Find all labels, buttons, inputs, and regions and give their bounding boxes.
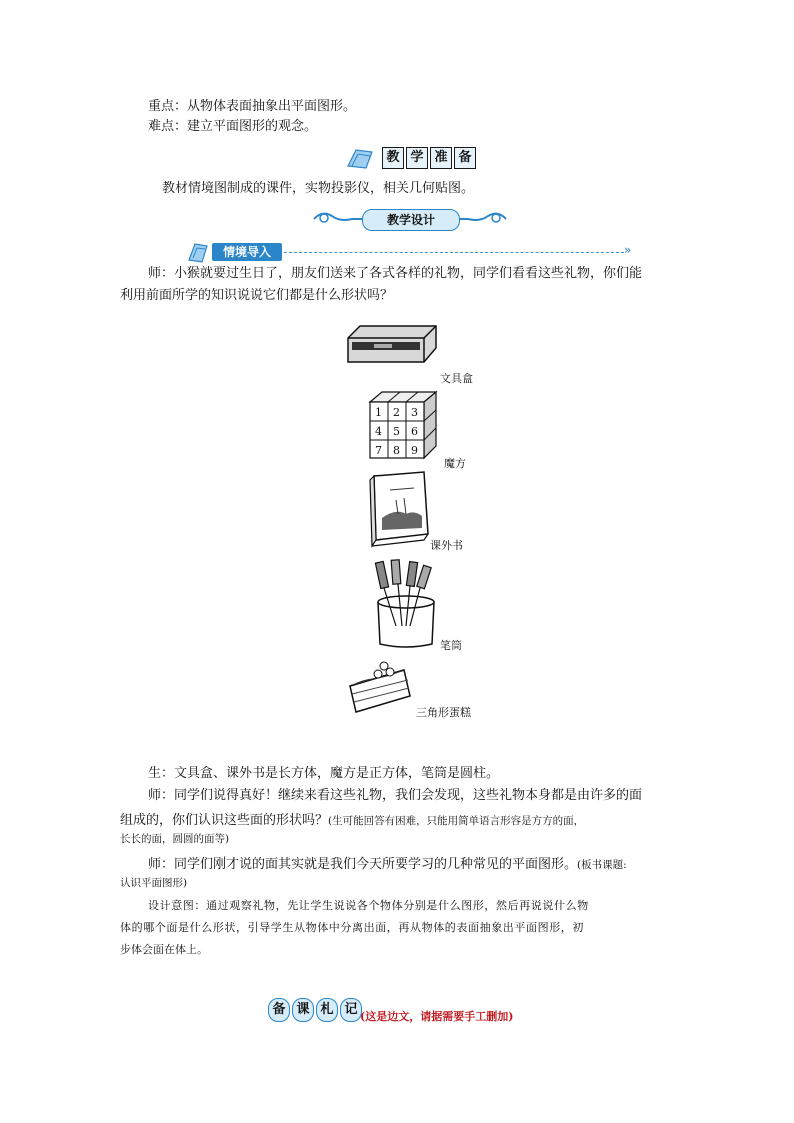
rubik-number: 8 [393,444,400,457]
difficulty-point: 难点：建立平面图形的观念。 [148,119,318,134]
dashed-divider [284,252,624,253]
design-intent-line-1: 设计意图：通过观察礼物，先让学生说说各个物体分别是什么图形，然后再说说什么物 [148,899,589,912]
design-intent-line-3: 步体会面在体上。 [120,943,208,956]
focus-point: 重点：从物体表面抽象出平面图形。 [148,99,357,114]
pencil-box-image [344,322,440,368]
book-pages-icon [346,146,376,170]
teacher-line-2b [120,809,584,830]
pencil-box-caption: 文具盒 [440,372,473,385]
pen-holder-caption: 笔筒 [440,639,462,652]
rubik-number: 2 [393,406,400,419]
teacher-line-2: 师：同学们说得真好！继续来看这些礼物，我们会发现，这些礼物本身都是由许多的面 [148,788,643,803]
rubik-number: 3 [411,406,418,419]
teaching-prep-banner [346,145,476,171]
lesson-notes-banner [268,998,362,1022]
pages-icon [186,240,210,264]
rubik-number: 1 [375,406,382,419]
rubik-cube-image [364,390,440,462]
double-arrow-icon: » [624,243,632,257]
rubik-number: 7 [375,444,382,457]
teacher-line-1b: 利用前面所学的知识说说它们都是什么形状吗？ [120,288,394,303]
teacher-note-1b: 长长的面，圆圆的面等) [120,833,230,845]
prep-char: 准 [430,147,452,169]
rubik-number: 9 [411,444,418,457]
triangle-cake-image [344,656,418,716]
prep-char: 备 [454,147,476,169]
teacher-line-1: 师：小猴就要过生日了，朋友们送来了各式各样的礼物，同学们看看这些礼物，你们能 [148,266,643,281]
design-label: 教学设计 [362,209,460,231]
prep-char: 教 [382,147,404,169]
notes-char: 课 [292,998,314,1022]
design-intent-line-2: 体的哪个面是什么形状，引导学生从物体中分离出面，再从物体的表面抽象出平面图形，初 [120,921,584,934]
scene-intro-tag: 情境导入 [212,243,282,261]
rubik-number: 4 [375,425,382,438]
rubik-number: 5 [393,425,400,438]
student-answer: 生：文具盒、课外书是长方体，魔方是正方体，笔筒是圆柱。 [148,766,500,781]
rubik-number: 6 [411,425,418,438]
teacher-line-3-text: 师：同学们刚才说的面其实就是我们今天所要学习的几种常见的平面图形。 [148,857,578,872]
teacher-line-2b-text: 组成的，你们认识这些面的形状吗？ [120,813,329,828]
pen-holder-image [370,558,440,650]
rubik-caption: 魔方 [444,457,466,470]
teacher-note-1: (生可能回答有困难，只能用简单语言形容是方方的面， [328,815,585,827]
notes-remark: (这是边文，请据需要手工删加) [360,1010,514,1023]
teacher-line-3 [148,853,627,874]
prep-char: 学 [406,147,428,169]
notes-char: 札 [316,998,338,1022]
book-caption: 课外书 [430,539,463,552]
notes-char: 记 [340,998,362,1022]
cake-caption: 三角形蛋糕 [416,706,471,719]
teaching-design-banner [312,206,508,232]
board-note: (板书课题: [577,859,627,871]
notes-char: 备 [268,998,290,1022]
book-image [366,470,432,550]
prep-text: 教材情境图制成的课件，实物投影仪，相关几何贴图。 [162,181,475,196]
board-note-b: 认识平面图形) [120,877,188,889]
